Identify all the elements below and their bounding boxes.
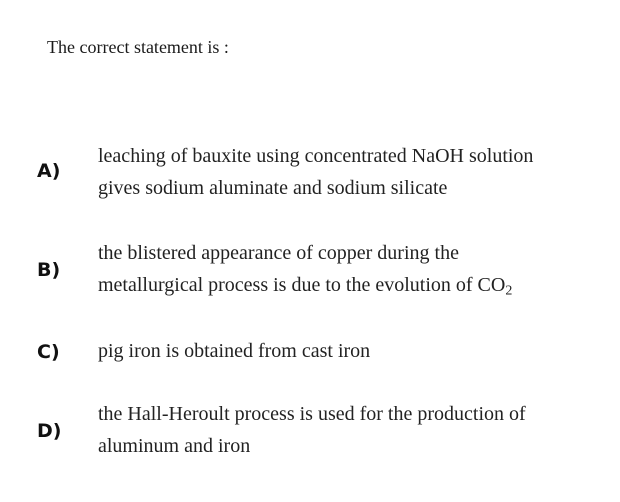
option-b-line-2	[98, 269, 512, 301]
option-a-line-1: leaching of bauxite using concentrated NaOH solution	[98, 145, 534, 167]
option-c-line-1: pig iron is obtained from cast iron	[98, 340, 371, 362]
option-a-label[interactable]: A)	[37, 160, 61, 182]
option-b-line-1: the blistered appearance of copper during the	[98, 242, 459, 264]
option-a-line-2: gives sodium aluminate and sodium silicate	[98, 177, 448, 199]
option-a-text[interactable]	[98, 140, 533, 204]
option-b-text[interactable]	[98, 237, 512, 301]
question-text: The correct statement is :	[47, 37, 229, 57]
option-d-text[interactable]	[98, 398, 526, 462]
option-c-label[interactable]: C)	[37, 341, 60, 363]
option-d-line-2: aluminum and iron	[98, 435, 251, 457]
option-c-text[interactable]	[98, 335, 370, 367]
option-d-line-1: the Hall-Heroult process is used for the production of	[98, 403, 526, 425]
option-d-label[interactable]: D)	[37, 420, 62, 442]
option-b-label[interactable]: B)	[37, 259, 61, 281]
option-b-line-2-text: metallurgical process is due to the evolution of CO	[98, 274, 506, 296]
co2-subscript: 2	[505, 283, 513, 299]
